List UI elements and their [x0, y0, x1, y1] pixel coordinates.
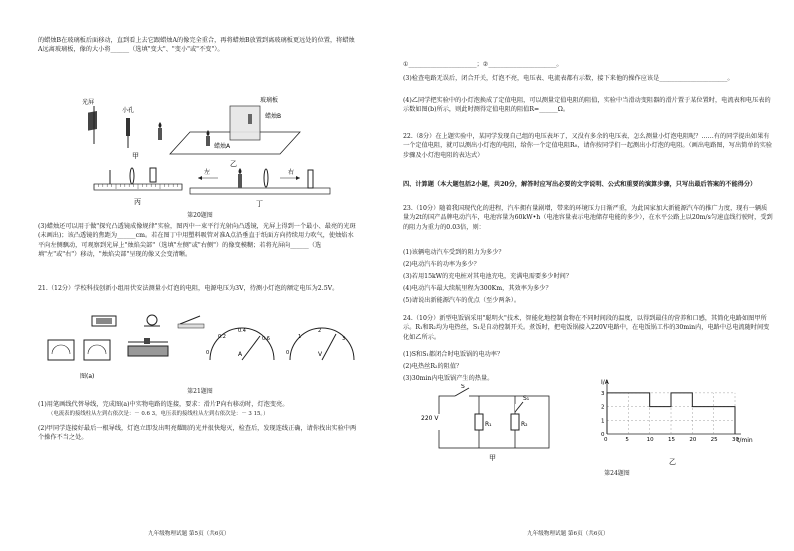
label-r2: R₂: [521, 421, 528, 428]
label-yi: 乙: [230, 160, 237, 168]
q24-part-1: (1)S和S₁都闭合时电饭锅的电功率？: [403, 351, 504, 358]
chart-x-tick-label: 30: [732, 437, 739, 443]
ammeter-label-3: 0.6: [262, 336, 270, 342]
label-jia: 甲: [132, 152, 139, 160]
label-bing: 丙: [134, 198, 141, 206]
q23-part-3: (3)若用15kW的充电桩对其电池充电，充满电需要多少时间？: [403, 273, 573, 280]
chart-x-tick-label: 5: [625, 437, 629, 443]
right-question-21-4: (4)乙同学把实验中的小灯泡换成了定值电阻，可以测量定值电阻的阻值，实验中当滑动变阻器的滑片置于某位置时，电流表和电压表的示数如图(b)所示，则此时测得定值电阻的阻值R=______Ω。: [403, 97, 771, 114]
label-r1: R₁: [485, 421, 492, 428]
q23-part-1: (1)该辆电动汽车受到的阻力为多少？: [403, 249, 505, 256]
chart-y-tick-label: 3: [601, 390, 605, 397]
left-question-21-2: (2)甲同学连接好最后一根导线，灯泡立即发出明亮耀眼的光并很快熄灭，检查后，发现连线正确，请你找出实验中两个操作不当之处。: [38, 425, 357, 442]
ammeter-component-icon: [48, 340, 74, 360]
chart-x-axis-label: t/min: [737, 437, 753, 444]
right-question-24: 24.（10分）新型电饭锅采用"聪明火"技术，智能化地控制食物在不同时间段的温度，以得到最佳的营养和口感，其简化电路如图甲所示。R₁和R₂均为电热丝，S₁是自动控制开关。煮饭时，把电饭锅接入220V电路中，在电饭锅工作的30min内，电路中总电流随时间变化如乙所示。: [403, 315, 770, 341]
right-answer-blanks: ①______________________；②______________________。: [403, 61, 563, 68]
ammeter-dial: [206, 328, 274, 360]
voltmeter-component-icon: [84, 340, 110, 360]
label-zuo: 左: [204, 169, 211, 176]
figure-24-chart: [587, 376, 767, 468]
label-switch-s: S: [461, 384, 465, 390]
left-footer: 九年级物理试题 第5页（共6页）: [148, 531, 230, 537]
figure-24-circuit: [419, 384, 559, 464]
chart-x-tick-label: 25: [710, 437, 718, 443]
q23-part-4: (4)电动汽车最大续航里程为300Km，其效率为多少？: [403, 285, 552, 292]
ammeter-label-2: 0.4: [238, 328, 246, 334]
ammeter-label-0: 0: [206, 350, 210, 356]
fig20-jia: [82, 98, 162, 160]
chart-y-tick-label: 2: [601, 404, 605, 411]
figure-20: [80, 92, 340, 210]
label-lazhuB: 蜡烛B: [265, 113, 282, 120]
right-section-4-heading: 四、计算题（本大题包括2小题，共20分，解答时应写出必要的文字说明、公式和重要的演算步骤，只写出最后答案的不能得分）: [403, 181, 757, 188]
label-boliban: 玻璃板: [260, 97, 279, 104]
label-guangping: 光屏: [82, 99, 95, 106]
voltmeter-label-3: 3: [342, 336, 346, 342]
voltmeter-label-0: 0: [286, 350, 290, 356]
figure-21: [40, 308, 360, 396]
label-xiaokong: 小孔: [122, 107, 135, 114]
voltmeter-label-1: 1: [298, 334, 302, 340]
right-page: [397, 0, 794, 551]
left-question-21-1: (1)用笔画线代替导线，完成图(a)中实物电路的连接，要求：滑片P向右移动时，灯泡变亮。: [38, 401, 289, 408]
chart-x-tick-label: 10: [646, 437, 654, 443]
q24-part-3: (3)30min内电饭锅产生的热量。: [403, 375, 494, 382]
fig20-yi: [170, 96, 300, 168]
figure-20-caption: 第20题图: [187, 212, 213, 219]
lamp-icon: [144, 315, 160, 326]
right-question-22: 22.（8分）在上题实验中，某同学发现自己组的电压表坏了，又没有多余的电压表，怎么测量小灯泡电阻呢？……有的同学提出如果有一个定值电阻，就可以测出小灯泡的电阻，给你一个定值电阻R₀，请你按同学们一起测出小灯泡的电阻。（画出电路图，写出简单的实验步骤及小灯泡电阻的表达式）: [403, 133, 773, 159]
ammeter-label-1: 0.2: [218, 334, 226, 340]
chart-x-tick-label: 0: [604, 437, 608, 443]
rheostat-icon: [128, 338, 168, 356]
fig20-bing: [94, 168, 182, 206]
right-question-23: 23.（10分）随着我国现代化的进程，汽车拥有量剧增，带来的环境压力日渐严重，为此国家加大新能源汽车的推广力度，现有一辆质量为2t的国产品牌电动汽车，电池容量为60kW•h（电池容量表示电池储存电能的多少），在水平公路上以20m/s匀速直线行驶时，受到的阻力为重力的0.03倍，则：: [403, 205, 773, 231]
figure-21-caption: 第21题图: [187, 388, 213, 395]
voltmeter-label-2: 2: [318, 328, 322, 334]
voltmeter-dial: [286, 328, 354, 360]
right-question-21-3: (3)检查电路无误后，闭合开关，灯泡不亮，电压表、电流表都有示数，接下来他的操作应该是______________________。: [403, 75, 734, 82]
chart-x-tick-label: 15: [668, 437, 675, 443]
q24-part-2: (2)电热丝R₂的阻值？: [403, 363, 463, 370]
switch-icon: [178, 316, 204, 328]
left-paragraph-3: 21.（12分）学校科技创新小组用伏安法测量小灯泡的电阻，电源电压为3V，待测小灯泡的额定电压为2.5V。: [38, 285, 339, 292]
circuit-voltage-label: 220 V: [421, 415, 439, 422]
left-paragraph-1: 的蜡烛B在玻璃板后面移动，直到看上去它跟蜡烛A的像完全重合，再将蜡烛B放置到离玻璃板更远处的位置，将蜡烛A远离玻璃板，像的大小将______（选填"变大"、"变小"或"不变"）。: [38, 37, 355, 54]
left-question-21-1-note: （电流表的接线柱从左到右依次是：－ 0.6 3，电压表的接线柱从左到右依次是：－ 3 15。）: [48, 411, 269, 417]
chart-y-tick-label: 1: [601, 418, 605, 425]
label-fig24-jia: 甲: [489, 454, 496, 462]
left-paragraph-2: (3)蜡烛还可以用于做"探究凸透镜成像规律"实验，图丙中一束平行光射向凸透镜，光屏上得到一个最小、最亮的光斑(未画出)；该凸透镜的焦距为______cm。若在图丁中用塑料吸管对准A点沿垂直于纸面方向持续用力吹气，使烛焰水平向左侧飘动，可观察到光屏上"烛焰尖部"（选填"左侧"或"右侧"）的像变模糊；若将光屏向______（选填"左"或"右"）移动，"烛焰尖部"呈现的像又会变清晰。: [38, 223, 356, 259]
fig20-ding: [190, 168, 330, 208]
chart-y-axis-label: I/A: [601, 379, 609, 386]
voltmeter-unit: V: [318, 351, 323, 358]
label-you: 右: [288, 169, 295, 176]
chart-y-tick-label: 0: [601, 432, 605, 438]
label-ding: 丁: [256, 200, 263, 208]
q23-part-2: (2)电动汽车的功率为多少？: [403, 261, 480, 268]
battery-icon: [92, 316, 116, 326]
figure-21-sub-caption: 图(a): [80, 373, 95, 380]
chart-x-tick-label: 20: [689, 437, 697, 443]
label-fig24-yi: 乙: [669, 458, 676, 466]
resistor-r2-icon: [511, 414, 519, 430]
label-lazhuA: 蜡烛A: [214, 143, 231, 150]
ammeter-unit: A: [238, 351, 243, 358]
figure-24-caption: 第24题图: [604, 470, 630, 477]
label-switch-s1: S₁: [523, 395, 530, 402]
resistor-r1-icon: [475, 414, 483, 430]
right-footer: 九年级物理试题 第6页（共6页）: [527, 531, 609, 537]
q23-part-5: (5)请说出新能源汽车的优点（至少两条）。: [403, 297, 521, 304]
